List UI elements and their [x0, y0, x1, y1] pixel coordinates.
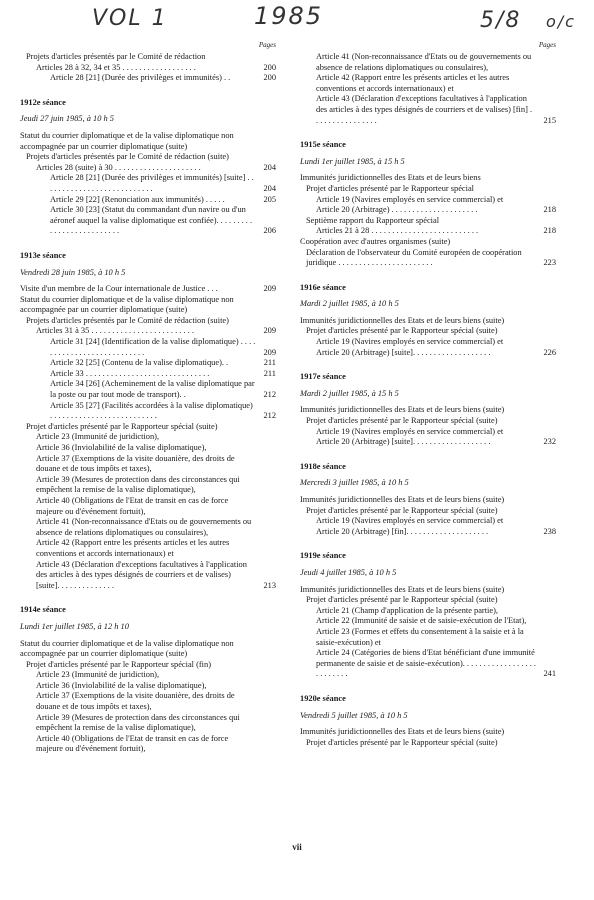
session-heading: 1912e séance: [20, 97, 66, 107]
toc-entry: [300, 248, 556, 269]
toc-entry-text: Article 37 (Exemptions de la visite douanière, des droits de douane et de tous impôts et taxes),: [36, 691, 235, 712]
page-number: vii: [292, 842, 302, 852]
left-column: [20, 40, 276, 755]
toc-entry: [300, 437, 556, 448]
toc-entry-page: 206: [263, 226, 276, 236]
toc-entry-page: 213: [263, 580, 276, 590]
toc-entry-text: Article 23 (Formes et effets du consentement à la saisie et à la saisie-exécution) et: [316, 626, 524, 647]
toc-entry-text: Projet d'articles présenté par le Rapporteur spécial (suite): [306, 595, 498, 605]
toc-entry: [20, 369, 276, 380]
toc-entry: [300, 416, 556, 427]
toc-entry: [20, 205, 276, 237]
toc-entry: [20, 443, 276, 454]
toc-entry: [20, 691, 276, 712]
toc-entry-text: Article 31 [24] (Identification de la valise diplomatique) . . . . . . . . . . . . . . . . . . . . . . . . . . .: [50, 337, 256, 357]
toc-entry-text: Projet d'articles présenté par le Rapporteur spécial: [306, 183, 475, 193]
toc-entry: [300, 727, 556, 738]
toc-entry-page: 218: [543, 226, 556, 236]
toc-entry: [20, 173, 276, 194]
toc-entry-text: Article 29 [22] (Renonciation aux immunités) . . . . .: [50, 194, 225, 204]
session-date: Lundi 1er juillet 1985, à 12 h 10: [20, 621, 129, 631]
toc-entry-page: 209: [263, 347, 276, 357]
toc-entry: [20, 284, 276, 295]
toc-entry-text: Article 28 [21] (Durée des privilèges et immunités) [suite] . . . . . . . . . . . . . . . . . . . . . . . . . . .: [50, 173, 254, 193]
handwritten-year: 1985: [254, 2, 324, 30]
session-date: Mardi 2 juillet 1985, à 15 h 5: [300, 388, 399, 398]
toc-entry-text: Articles 28 (suite) à 30 . . . . . . . . . . . . . . . . . . . . .: [36, 162, 201, 172]
toc-entry-text: Article 19 (Navires employés en service commercial) et: [316, 426, 504, 436]
toc-entry-text: Projets d'articles présentés par le Comité de rédaction (suite): [26, 152, 229, 162]
pages-label: Pages: [538, 41, 556, 49]
toc-entry-page: 211: [263, 358, 276, 368]
toc-entry-text: Article 20 (Arbitrage) . . . . . . . . . . . . . . . . . . . . .: [316, 205, 478, 215]
toc-entry: [20, 660, 276, 671]
toc-entry: [300, 73, 556, 94]
toc-entry: [20, 131, 276, 152]
toc-entry-page: 232: [543, 437, 556, 447]
toc-entry: [20, 152, 276, 163]
toc-entry: [20, 670, 276, 681]
toc-entry-text: Article 30 [23] (Statut du commandant d'un navire ou d'un aéronef auquel la valise diplomatique est confiée). . . . . . . . . . . . . . . . . . . . . . . . . .: [50, 205, 253, 236]
toc-entry: [20, 379, 276, 400]
session-heading: 1918e séance: [300, 461, 346, 471]
session-heading: 1913e séance: [20, 250, 66, 260]
toc-entry: [20, 422, 276, 433]
toc-entry-text: Projet d'articles présenté par le Rapporteur spécial (suite): [306, 505, 498, 515]
toc-entry-text: Articles 28 à 32, 34 et 35 . . . . . . . . . . . . . . . . . .: [36, 62, 196, 72]
toc-entry: [20, 475, 276, 496]
handwritten-vol: VOL 1: [92, 6, 168, 31]
toc-entry: [300, 216, 556, 227]
right-column: [300, 40, 556, 748]
toc-entry: [20, 52, 276, 63]
toc-entry: [300, 348, 556, 359]
toc-entry-text: Article 19 (Navires employés en service commercial) et: [316, 194, 504, 204]
toc-entry-text: Article 23 (Immunité de juridiction),: [36, 670, 160, 680]
toc-entry: [300, 616, 556, 627]
pages-label: Pages: [258, 41, 276, 49]
toc-entry: [300, 326, 556, 337]
toc-entry-text: Article 33 . . . . . . . . . . . . . . . . . . . . . . . . . . . . . .: [50, 368, 210, 378]
toc-entry: [300, 205, 556, 216]
toc-entry-text: Article 42 (Rapport entre les présents articles et les autres conventions et accords internationaux) et: [36, 538, 230, 558]
toc-entry-text: Article 36 (Inviolabilité de la valise diplomatique),: [36, 680, 207, 690]
toc-entry-text: Article 35 [27] (Facilités accordées à la valise diplomatique) . . . . . . . . . . . . . . . . . . . . . . . . . .: [50, 400, 253, 421]
toc-entry-text: Article 32 [25] (Contenu de la valise diplomatique). .: [50, 358, 229, 368]
toc-entry: [300, 184, 556, 195]
toc-entry-text: Article 39 (Mesures de protection dans des circonstances qui empêchent la remise de la valise diplomatique),: [36, 474, 240, 495]
toc-entry-page: 204: [263, 183, 276, 193]
toc-entry-text: Projet d'articles présenté par le Rapporteur spécial (suite): [306, 326, 498, 336]
toc-entry-text: Article 43 (Déclaration d'exceptions facultatives à l'application des articles à des types désignés de courriers et de valises) [fin] . . . . . . . . . . . . . . . .: [316, 94, 533, 125]
toc-entry: [300, 506, 556, 517]
toc-entry: [300, 738, 556, 749]
toc-entry: [300, 648, 556, 680]
toc-entry-text: Article 28 [21] (Durée des privilèges et immunités) . .: [50, 73, 231, 83]
toc-entry: [20, 358, 276, 369]
toc-entry: [300, 337, 556, 348]
toc-entry: [20, 63, 276, 74]
toc-entry-page: 209: [263, 326, 276, 336]
toc-entry: [300, 173, 556, 184]
toc-entry: [20, 538, 276, 559]
toc-entry-page: 200: [263, 62, 276, 72]
toc-entry-text: Articles 21 à 28 . . . . . . . . . . . . . . . . . . . . . . . . . .: [316, 226, 479, 236]
toc-entry-text: Statut du courrier diplomatique et de la valise diplomatique non accompagnée par un courrier diplomatique (suite): [20, 294, 234, 315]
toc-entry-page: 241: [543, 669, 556, 679]
session-date: Mercredi 3 juillet 1985, à 10 h 5: [300, 478, 409, 488]
session-heading: 1919e séance: [300, 551, 346, 561]
toc-entry-page: 209: [263, 284, 276, 294]
toc-entry: [300, 595, 556, 606]
toc-entry-page: 212: [263, 390, 276, 400]
toc-entry-text: Article 20 (Arbitrage) [suite]. . . . . . . . . . . . . . . . . . .: [316, 437, 491, 447]
toc-entry-text: Immunités juridictionnelles des Etats et de leurs biens (suite): [300, 727, 505, 737]
toc-entry: [20, 639, 276, 660]
toc-entry: [300, 606, 556, 617]
session-date: Vendredi 5 juillet 1985, à 10 h 5: [300, 710, 408, 720]
toc-entry: [20, 316, 276, 327]
toc-entry-text: Immunités juridictionnelles des Etats et de leurs biens (suite): [300, 315, 505, 325]
toc-entry-page: 200: [263, 73, 276, 83]
toc-entry-text: Projet d'articles présenté par le Rapporteur spécial (suite): [306, 416, 498, 426]
toc-entry: [20, 401, 276, 422]
session-date: Lundi 1er juillet 1985, à 15 h 5: [300, 156, 405, 166]
toc-entry-text: Article 21 (Champ d'application de la présente partie),: [316, 605, 498, 615]
toc-entry: [300, 237, 556, 248]
toc-entry: [20, 734, 276, 755]
toc-entry: [300, 427, 556, 438]
toc-entry-page: 211: [263, 368, 276, 378]
session-heading: 1917e séance: [300, 372, 346, 382]
toc-entry: [20, 163, 276, 174]
toc-entry-text: Déclaration de l'observateur du Comité européen de coopération juridique . . . . . . . . . . . . . . . . . . . . . . .: [306, 247, 522, 268]
toc-entry-text: Article 40 (Obligations de l'Etat de transit en cas de force majeure ou d'événement fortuit),: [36, 495, 229, 516]
toc-entry-text: Immunités juridictionnelles des Etats et de leurs biens (suite): [300, 405, 505, 415]
toc-entry: [20, 326, 276, 337]
toc-entry-text: Article 34 [26] (Acheminement de la valise diplomatique par la poste ou par tout mode de transport). .: [50, 379, 255, 400]
toc-entry: [300, 495, 556, 506]
toc-entry-text: Article 43 (Déclaration d'exceptions facultatives à l'application des articles à des types désignés de courriers et de valises) [suite]. . . . . . . . . . . . . .: [36, 559, 247, 590]
toc-entry: [20, 496, 276, 517]
toc-entry: [20, 295, 276, 316]
toc-entry-page: 212: [263, 411, 276, 421]
toc-entry-page: 226: [543, 347, 556, 357]
toc-entry: [20, 713, 276, 734]
toc-entry: [300, 585, 556, 596]
toc-entry-text: Article 40 (Obligations de l'Etat de transit en cas de force majeure ou d'événement fortuit),: [36, 733, 229, 754]
toc-entry-text: Article 22 (Immunité de saisie et de saisie-exécution de l'Etat),: [316, 616, 527, 626]
toc-entry-text: Article 36 (Inviolabilité de la valise diplomatique),: [36, 443, 207, 452]
toc-entry: [300, 94, 556, 126]
toc-entry-text: Immunités juridictionnelles des Etats et de leurs biens (suite): [300, 584, 505, 594]
toc-entry: [20, 195, 276, 206]
session-heading: 1920e séance: [300, 693, 346, 703]
toc-entry-page: 204: [263, 162, 276, 172]
toc-entry: [300, 627, 556, 648]
toc-entry-text: Coopération avec d'autres organismes (suite): [300, 236, 451, 246]
session-heading: 1916e séance: [300, 282, 346, 292]
toc-entry-text: Article 41 (Non-reconnaissance d'Etats ou de gouvernements ou absence de relations diplomatiques ou consulaires),: [36, 517, 252, 537]
toc-entry-text: Projets d'articles présentés par le Comité de rédaction: [26, 52, 206, 61]
toc-entry-text: Article 41 (Non-reconnaissance d'Etats ou de gouvernements ou absence de relations diplomatiques ou consulaires),: [316, 52, 532, 72]
toc-entry-text: Projet d'articles présenté par le Rapporteur spécial (suite): [26, 421, 218, 431]
toc-entry-text: Septième rapport du Rapporteur spécial: [306, 215, 440, 225]
toc-entry: [20, 560, 276, 592]
toc-entry-text: Articles 31 à 35 . . . . . . . . . . . . . . . . . . . . . . . . .: [36, 326, 194, 336]
toc-entry-page: 223: [543, 258, 556, 268]
toc-entry: [300, 195, 556, 206]
toc-entry: [300, 527, 556, 538]
toc-entry-text: Statut du courrier diplomatique et de la valise diplomatique non accompagnée par un courrier diplomatique (suite): [20, 638, 234, 659]
session-date: Jeudi 27 juin 1985, à 10 h 5: [20, 114, 114, 124]
toc-entry: [300, 316, 556, 327]
toc-entry-text: Article 37 (Exemptions de la visite douanière, des droits de douane et de tous impôts et taxes),: [36, 453, 235, 474]
toc-entry: [300, 516, 556, 527]
session-date: Jeudi 4 juillet 1985, à 10 h 5: [300, 567, 397, 577]
session-date: Mardi 2 juillet 1985, à 10 h 5: [300, 299, 399, 309]
toc-entry: [300, 226, 556, 237]
toc-entry-text: Immunités juridictionnelles des Etats et de leurs biens (suite): [300, 495, 505, 504]
toc-entry-text: Statut du courrier diplomatique et de la valise diplomatique non accompagnée par un courrier diplomatique (suite): [20, 130, 234, 151]
session-heading: 1915e séance: [300, 140, 346, 150]
toc-entry-text: Article 20 (Arbitrage) [suite]. . . . . . . . . . . . . . . . . . .: [316, 347, 491, 357]
toc-entry-text: Article 20 (Arbitrage) [fin]. . . . . . . . . . . . . . . . . . . .: [316, 526, 489, 536]
handwritten-mark: o/c: [546, 12, 576, 31]
handwritten-fraction: 5/8: [480, 8, 522, 33]
toc-entry-text: Article 19 (Navires employés en service commercial) et: [316, 337, 504, 347]
toc-entry-text: Article 42 (Rapport entre les présents articles et les autres conventions et accords internationaux) et: [316, 73, 510, 93]
toc-entry: [20, 681, 276, 692]
toc-entry: [300, 52, 556, 73]
toc-entry: [20, 454, 276, 475]
toc-entry-page: 218: [543, 205, 556, 215]
toc-entry-text: Article 24 (Catégories de biens d'Etat bénéficiant d'une immunité permanente de saisie et de saisie-exécution). . . . . . . . . . . . . . . . . . . . . . . . . .: [316, 648, 537, 679]
toc-entry: [300, 405, 556, 416]
toc-entry-text: Immunités juridictionnelles des Etats et de leurs biens: [300, 173, 481, 183]
toc-entry-text: Article 39 (Mesures de protection dans des circonstances qui empêchent la remise de la valise diplomatique),: [36, 712, 240, 733]
toc-entry-text: Article 19 (Navires employés en service commercial) et: [316, 516, 504, 526]
toc-entry-text: Projet d'articles présenté par le Rapporteur spécial (fin): [26, 659, 211, 669]
toc-entry-text: Visite d'un membre de la Cour internationale de Justice . . .: [20, 284, 218, 294]
toc-entry: [20, 517, 276, 538]
toc-entry: [20, 73, 276, 84]
toc-entry-text: Projet d'articles présenté par le Rapporteur spécial (suite): [306, 737, 498, 747]
session-date: Vendredi 28 juin 1985, à 10 h 5: [20, 267, 126, 277]
toc-entry-page: 215: [543, 115, 556, 125]
toc-entry-text: Article 23 (Immunité de juridiction),: [36, 432, 160, 442]
toc-entry-text: Projets d'articles présentés par le Comité de rédaction (suite): [26, 315, 229, 325]
toc-entry: [20, 432, 276, 443]
toc-entry-page: 205: [263, 194, 276, 204]
session-heading: 1914e séance: [20, 605, 66, 615]
toc-entry-page: 238: [543, 526, 556, 536]
toc-entry: [20, 337, 276, 358]
